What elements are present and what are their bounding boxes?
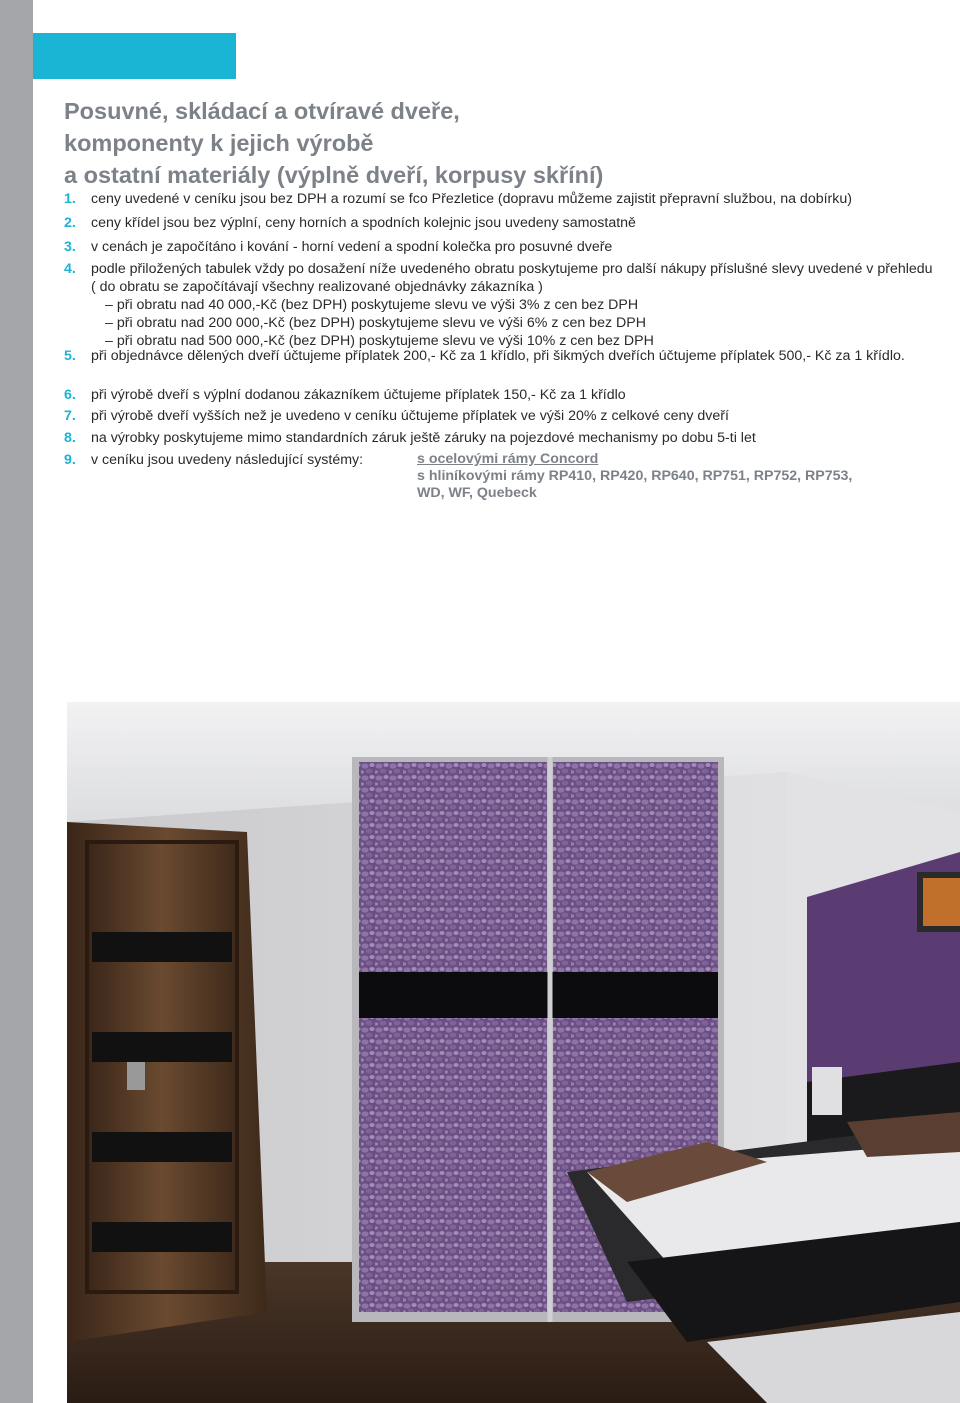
list-text: při výrobě dveří s výplní dodanou zákazníkem účtujeme příplatek 150,- Kč za 1 křídlo xyxy=(91,387,626,403)
list-text: ceny uvedené v ceníku jsou bez DPH a rozumí se fco Přezletice (dopravu můžeme zajistit přepravní službou, na dobírku) xyxy=(91,191,852,207)
list-text: při objednávce dělených dveří účtujeme příplatek 200,- Kč za 1 křídlo, při šikmých dveřích účtujeme příplatek 500,- Kč za 1 křídlo. xyxy=(91,348,905,364)
left-side-bar xyxy=(0,0,33,1403)
bedroom-illustration xyxy=(67,702,960,1403)
list-text: na výrobky poskytujeme mimo standardních záruk ještě záruky na pojezdové mechanismy po dobu 5-ti let xyxy=(91,430,756,446)
system-aluminium: s hliníkovými rámy RP410, RP420, RP640, RP751, RP752, RP753, xyxy=(417,468,853,484)
system-aluminium-cont: WD, WF, Quebeck xyxy=(417,485,537,501)
list-text-main: podle přiložených tabulek vždy po dosažení níže uvedeného obratu poskytujeme pro další nákupy příslušné slevy uvedené v přehledu ( do obratu se započítávají všechny realizované objednávky zákazníka ) xyxy=(91,261,933,295)
list-item-8 xyxy=(64,429,940,447)
list-number: 8. xyxy=(64,430,76,446)
list-item-9 xyxy=(64,451,940,501)
list-number: 3. xyxy=(64,239,76,255)
list-item-7 xyxy=(64,407,940,425)
list-number: 7. xyxy=(64,408,76,424)
title-line-2: komponenty k jejich výrobě xyxy=(64,130,374,156)
list-item-5 xyxy=(64,347,940,365)
page-title xyxy=(64,95,944,191)
list-item-6 xyxy=(64,386,940,404)
system-steel: s ocelovými rámy Concord xyxy=(417,451,599,467)
list-item-2 xyxy=(64,214,940,232)
list-item-4 xyxy=(64,260,940,350)
top-accent-block xyxy=(33,33,236,79)
list-number: 5. xyxy=(64,348,76,364)
discount-line-2: – při obratu nad 200 000,-Kč (bez DPH) poskytujeme slevu ve výši 6% z cen bez DPH xyxy=(105,315,646,331)
list-number: 6. xyxy=(64,387,76,403)
list-number: 1. xyxy=(64,191,76,207)
systems-label: v ceníku jsou uvedeny následující systémy: xyxy=(91,452,364,468)
list-text: při výrobě dveří vyšších než je uvedeno v ceníku účtujeme příplatek ve výši 20% z celkové ceny dveří xyxy=(91,408,729,424)
list-text xyxy=(91,260,940,350)
list-number: 2. xyxy=(64,215,76,231)
discount-line-1: – při obratu nad 40 000,-Kč (bez DPH) poskytujeme slevu ve výši 3% z cen bez DPH xyxy=(105,297,639,313)
list-item-3 xyxy=(64,238,940,256)
list-number: 9. xyxy=(64,452,76,468)
list-text: ceny křídel jsou bez výplní, ceny horních a spodních kolejnic jsou uvedeny samostatně xyxy=(91,215,636,231)
list-text: v cenách je započítáno i kování - horní vedení a spodní kolečka pro posuvné dveře xyxy=(91,239,613,255)
systems-list xyxy=(417,451,852,502)
discount-line-3: – při obratu nad 500 000,-Kč (bez DPH) poskytujeme slevu ve výši 10% z cen bez DPH xyxy=(105,333,654,349)
title-line-1: Posuvné, skládací a otvíravé dveře, xyxy=(64,98,460,124)
interior-photo xyxy=(67,702,960,1403)
list-number: 4. xyxy=(64,261,76,277)
title-line-3: a ostatní materiály (výplně dveří, korpusy skříní) xyxy=(64,162,604,188)
list-item-1 xyxy=(64,190,940,208)
